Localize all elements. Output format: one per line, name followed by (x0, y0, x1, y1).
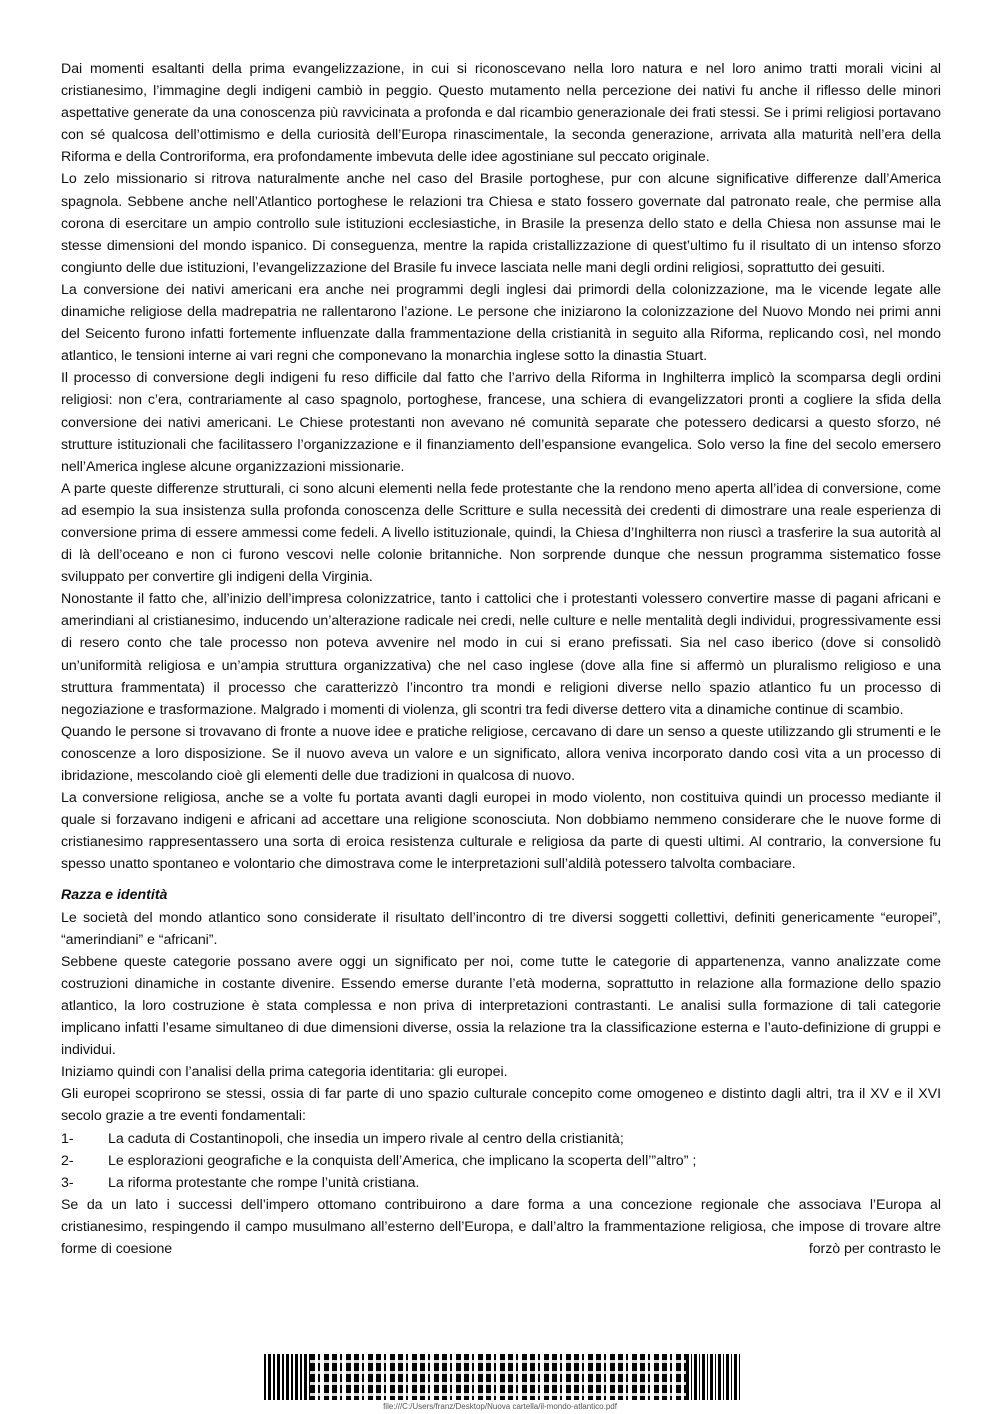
paragraph: Le società del mondo atlantico sono considerate il risultato dell’incontro di tre diversi soggetti collettivi, definiti genericamente “europei”, “amerindiani” e “africani”. (61, 909, 941, 948)
list-number: 2- (61, 1152, 74, 1169)
list-item (61, 1150, 941, 1172)
list-text: La caduta di Costantinopoli, che insedia un impero rivale al centro della cristianità; (108, 1130, 624, 1147)
barcode-right-icon (686, 1354, 740, 1400)
paragraph: Nonostante il fatto che, all’inizio dell’impresa colonizzatrice, tanto i cattolici che i protestanti volessero convertire masse di pagani africani e amerindiani al cristianesimo, inducendo un’alterazione radicale nei credi, nelle culture e nelle mentalità degli individui, progressivamente essi di resero conto che tale processo non poteva avvenire nel modo in cui si erano prefissati. Sia nel caso iberico (dove si consolidò un’uniformità religiosa e un’ampia struttura organizzativa) che nel caso inglese (dove alla fine si affermò un pluralismo religioso e una struttura frammentata) il processo che caratterizzò l’incontro tra mondi e religioni diverse nello spazio atlantico fu un processo di negoziazione e trasformazione. Malgrado i momenti di violenza, gli scontri tra fedi diverse dettero vita a dinamiche continue di scambio. (61, 591, 941, 718)
closing-paragraph (61, 1194, 941, 1260)
paragraph: La conversione dei nativi americani era anche nei programmi degli inglesi dai primordi della colonizzazione, ma le vicende legate alle dinamiche religiose della madrepatria ne rallentarono l’azione. Le persone che iniziarono la colonizzazione del Nuovo Mondo nei primi anni del Seicento furono infatti fortemente influenzate dalla frammentazione della cristianità in seguito alla Riforma, replicando così, nel mondo atlantico, le tensioni interne ai vari regni che componevano la monarchia inglese sotto la dinastia Stuart. (61, 281, 941, 365)
section-heading: Razza e identità (61, 887, 168, 904)
paragraph: Iniziamo quindi con l’analisi della prima categoria identitaria: gli europei. (61, 1064, 508, 1081)
paragraph: Dai momenti esaltanti della prima evangelizzazione, in cui si riconoscevano nella loro natura e nel loro animo tratti morali vicini al cristianesimo, l’immagine degli indigeni cambiò in peggio. Questo mutamento nella percezione dei nativi fu anche il riflesso delle minori aspettative generate da una conoscenza più ravvicinata a profonda e dal ricambio generazionale dei frati stessi. Se i primi religiosi portavano con sé qualcosa dell’ottimismo e della curiosità dell’Europa rinascimentale, la seconda generazione, arrivata alla maturità nell’era della Riforma e della Controriforma, era profondamente imbevuta delle idee agostiniane sul peccato originale. (61, 61, 941, 166)
list-number: 1- (61, 1130, 74, 1147)
list-number: 3- (61, 1174, 74, 1191)
paragraph: A parte queste differenze strutturali, ci sono alcuni elementi nella fede protestante che la rendono meno aperta all’idea di conversione, come ad esempio la sua insistenza sulla profonda conoscenza delle Scritture e sulla necessità dei credenti di dimostrare una reale esperienza di conversione prima di essere ammessi come fedeli. A livello istituzionale, quindi, la Chiesa d’Inghilterra non riuscì a trasferire la sua autorità al di là dell’oceano e non ci furono vescovi nelle colonie britanniche. Non sorprende dunque che nessun programma sistematico fosse sviluppato per convertire gli indigeni della Virginia. (61, 480, 941, 586)
list-text: La riforma protestante che rompe l’unità cristiana. (108, 1174, 420, 1191)
closing-text: Se da un lato i successi dell’impero ottomano contribuirono a dare forma a una concezione regionale che associava l’Europa al cristianesimo, respingendo il campo musulmano all’esterno dell’Europa, e dall’altro la frammentazione religiosa, che impose di trovare altre forme di coesione (61, 1196, 941, 1257)
list-text: Le esplorazioni geografiche e la conquista dell’America, che implicano la scoperta dell’”altro” ; (108, 1152, 697, 1169)
paragraph: Il processo di conversione degli indigeni fu reso difficile dal fatto che l’arrivo della Riforma in Inghilterra implicò la scomparsa degli ordini religiosi: non c’era, contrariamente al caso spagnolo, portoghese, francese, una schiera di evangelizzatori pronti a cogliere la sfida della conversione dei nativi americani. Le Chiese protestanti non avevano né comunità separate che potessero dedicarsi a questo sforzo, né strutture istituzionali che facilitassero l’organizzazione e il finanziamento dell’espansione evangelica. Solo verso la fine del secolo emersero nell’America inglese alcune organizzazioni missionarie. (61, 370, 941, 475)
paragraph: Lo zelo missionario si ritrova naturalmente anche nel caso del Brasile portoghese, pur con alcune significative differenze dall’America spagnola. Sebbene anche nell’Atlantico portoghese le relazioni tra Chiesa e stato fossero governate dal patronato reale, che permise alla corona di esercitare un ampio controllo sule istituzioni ecclesiastiche, in Brasile la presenza dello stato e della Chiesa non assunse mai le stesse dimensioni del mondo ispanico. Di conseguenza, mentre la rapida cristallizzazione di quest’ultimo fu il risultato di un intenso sforzo congiunto delle due istituzioni, l’evangelizzazione del Brasile fu invece lasciata nelle mani degli ordini religiosi, soprattutto dei gesuiti. (61, 171, 941, 276)
paragraph: Sebbene queste categorie possano avere oggi un significato per noi, come tutte le categorie di appartenenza, vanno analizzate come costruzioni dinamiche in costante divenire. Essendo emerse durante l’età moderna, soprattutto in relazione alla formazione dello spazio atlantico, la loro costruzione è stata complessa e non priva di interpretazioni contrastanti. Le analisi sulla formazione di tali categorie implicano infatti l’esame simultaneo di due dimensioni diverse, ossia la relazione tra la classificazione esterna e l’auto-definizione di gruppi e individui. (61, 953, 941, 1059)
document-body (61, 58, 941, 1260)
barcode-pattern-icon (310, 1354, 686, 1400)
footer-file-path: file:///C:/Users/franz/Desktop/Nuova cartella/il-mondo-atlantico.pdf (383, 1402, 617, 1411)
list-item (61, 1172, 941, 1194)
paragraph: Quando le persone si trovavano di fronte a nuove idee e pratiche religiose, cercavano di dare un senso a queste utilizzando gli strumenti e le conoscenze a loro disposizione. Se il nuovo aveva un valore e un significato, allora veniva incorporato dando così vita a un processo di ibridazione, mescolando cioè gli elementi delle due tradizioni in qualcosa di nuovo. (61, 723, 941, 784)
barcode-left-icon (264, 1354, 310, 1400)
closing-tail: forzò per contrasto le (808, 1240, 941, 1257)
paragraph: La conversione religiosa, anche se a volte fu portata avanti dagli europei in modo violento, non costituiva quindi un processo mediante il quale si forzavano indigeni e africani ad accettare una religione sconosciuta. Non dobbiamo nemmeno considerare che le nuove forme di cristianesimo rappresentassero una sorta di eroica resistenza culturale e religiosa da parte di questi ultimi. Al contrario, la conversione fu spesso unatto spontaneo e volontario che dimostrava come le interpretazioni sull’aldilà potessero talvolta combaciare. (61, 790, 941, 873)
list-item (61, 1128, 941, 1150)
paragraph: Gli europei scoprirono se stessi, ossia di far parte di uno spazio culturale concepito come omogeneo e distinto dagli altri, tra il XV e il XVI secolo grazie a tre eventi fondamentali: (61, 1086, 941, 1125)
